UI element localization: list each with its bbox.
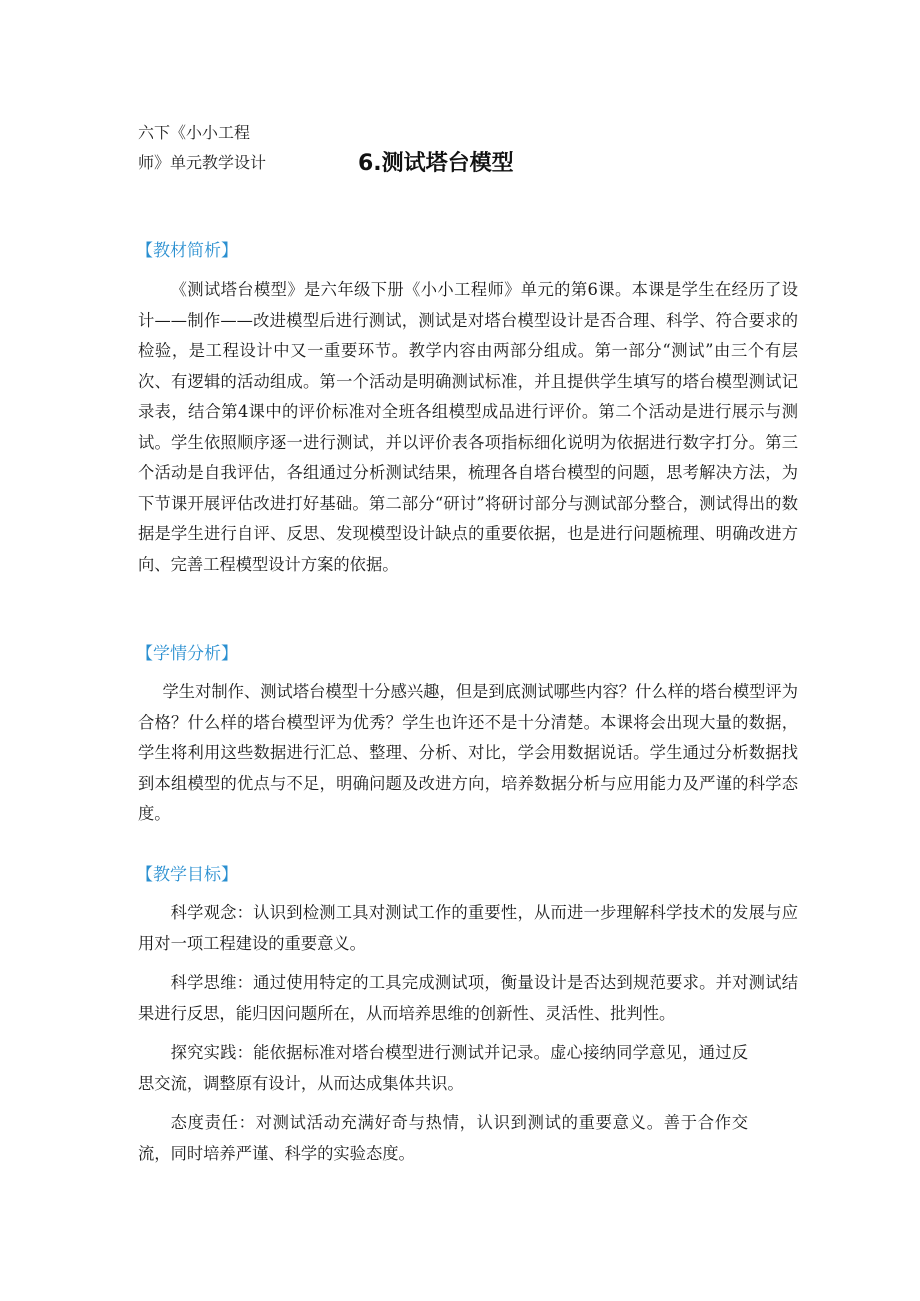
paragraph-student-analysis: 学生对制作、测试塔台模型十分感兴趣，但是到底测试哪些内容？什么样的塔台模型评为合格？什么样的塔台模型评为优秀？学生也许还不是十分清楚。本课将会出现大量的数据，学生将利用这些数据进行汇总、整理、分析、对比，学会用数据说话。学生通过分析数据找到本组模型的优点与不足，明确问题及改进方向，培养数据分析与应用能力及严谨的科学态度。 — [138, 682, 798, 823]
heading-student-analysis: 【学情分析】 — [136, 644, 238, 664]
lesson-title: 6.测试塔台模型 — [358, 151, 514, 176]
goal-inquiry-practice: 探究实践：能依据标准对塔台模型进行测试并记录。虚心接纳同学意见，通过反思交流，调整原有设计，从而达成集体共识。 — [138, 1043, 748, 1093]
paragraph-textbook-analysis: 《测试塔台模型》是六年级下册《小小工程师》单元的第6课。本课是学生在经历了设计——制作——改进模型后进行测试，测试是对塔台模型设计是否合理、科学、符合要求的检验，是工程设计中又一重要环节。教学内容由两部分组成。第一部分“测试”由三个有层次、有逻辑的活动组成。第一个活动是明确测试标准，并且提供学生填写的塔台模型测试记录表，结合第4课中的评价标准对全班各组模型成品进行评价。第二个活动是进行展示与测试。学生依照顺序逐一进行测试，并以评价表各项指标细化说明为依据进行数字打分。第三个活动是自我评估，各组通过分析测试结果，梳理各自塔台模型的问题，思考解决方法，为下节课开展评估改进打好基础。第二部分“研讨”将研讨部分与测试部分整合，测试得出的数据是学生进行自评、反思、发现模型设计缺点的重要依据，也是进行问题梳理、明确改进方向、完善工程模型设计方案的依据。 — [138, 280, 798, 574]
goal-science-concept: 科学观念：认识到检测工具对测试工作的重要性，从而进一步理解科学技术的发展与应用对一项工程建设的重要意义。 — [138, 903, 798, 953]
heading-textbook-analysis: 【教材简析】 — [136, 241, 238, 261]
goal-attitude-responsibility: 态度责任：对测试活动充满好奇与热情，认识到测试的重要意义。善于合作交流，同时培养严谨、科学的实验态度。 — [138, 1113, 748, 1163]
goal-science-thinking: 科学思维：通过使用特定的工具完成测试项，衡量设计是否达到规范要求。并对测试结果进行反思，能归因问题所在，从而培养思维的创新性、灵活性、批判性。 — [138, 973, 798, 1023]
unit-label — [138, 118, 266, 178]
unit-label-line1: 六下《小小工程 — [138, 123, 251, 142]
unit-label-line2: 师》单元教学设计 — [138, 153, 267, 172]
heading-teaching-goals: 【教学目标】 — [136, 865, 238, 885]
